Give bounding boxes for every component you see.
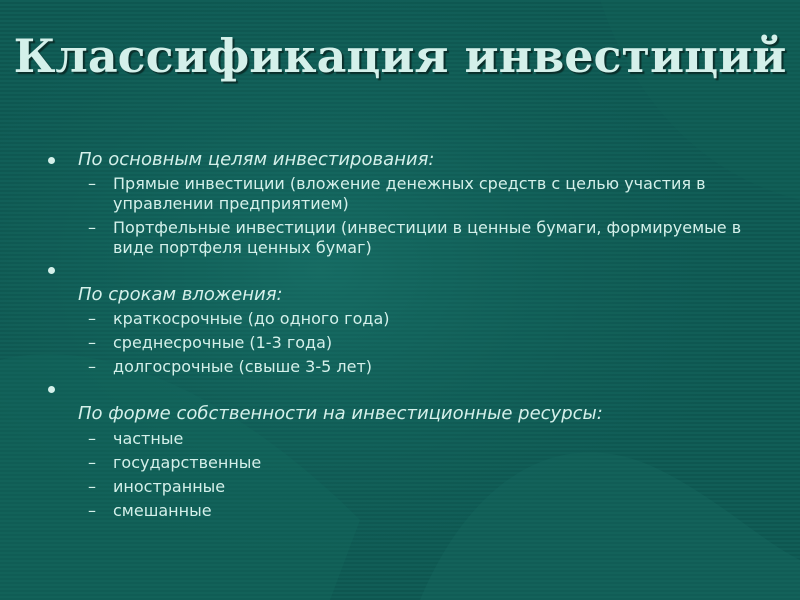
section-heading-terms: По срокам вложения: — [78, 284, 283, 305]
list-item: иностранные — [113, 477, 226, 496]
bullet-dot — [48, 386, 55, 393]
list-item: краткосрочные (до одного года) — [113, 309, 390, 328]
dash-marker: – — [88, 429, 96, 448]
section-heading-goals: По основным целям инвестирования: — [78, 149, 435, 170]
list-item: частные — [113, 429, 184, 448]
slide-title: Классификация инвестиций — [13, 29, 787, 83]
dash-marker: – — [88, 501, 96, 520]
list-item: среднесрочные (1-3 года) — [113, 333, 333, 352]
dash-marker: – — [88, 309, 96, 328]
bullet-dot — [48, 267, 55, 274]
dash-marker: – — [88, 357, 96, 376]
bullet-dot — [48, 157, 55, 164]
list-item: Портфельные инвестиции (инвестиции в ценные бумаги, формируемые в виде портфеля ценных бумаг) — [113, 218, 742, 257]
list-item: государственные — [113, 453, 262, 472]
dash-marker: – — [88, 477, 96, 496]
dash-marker: – — [88, 174, 96, 193]
list-item: смешанные — [113, 501, 212, 520]
dash-marker: – — [88, 453, 96, 472]
dash-marker: – — [88, 333, 96, 352]
list-item: долгосрочные (свыше 3-5 лет) — [113, 357, 373, 376]
section-heading-ownership: По форме собственности на инвестиционные ресурсы: — [78, 403, 603, 424]
list-item: Прямые инвестиции (вложение денежных средств с целью участия в управлении предприятием) — [113, 174, 706, 213]
dash-marker: – — [88, 218, 96, 237]
